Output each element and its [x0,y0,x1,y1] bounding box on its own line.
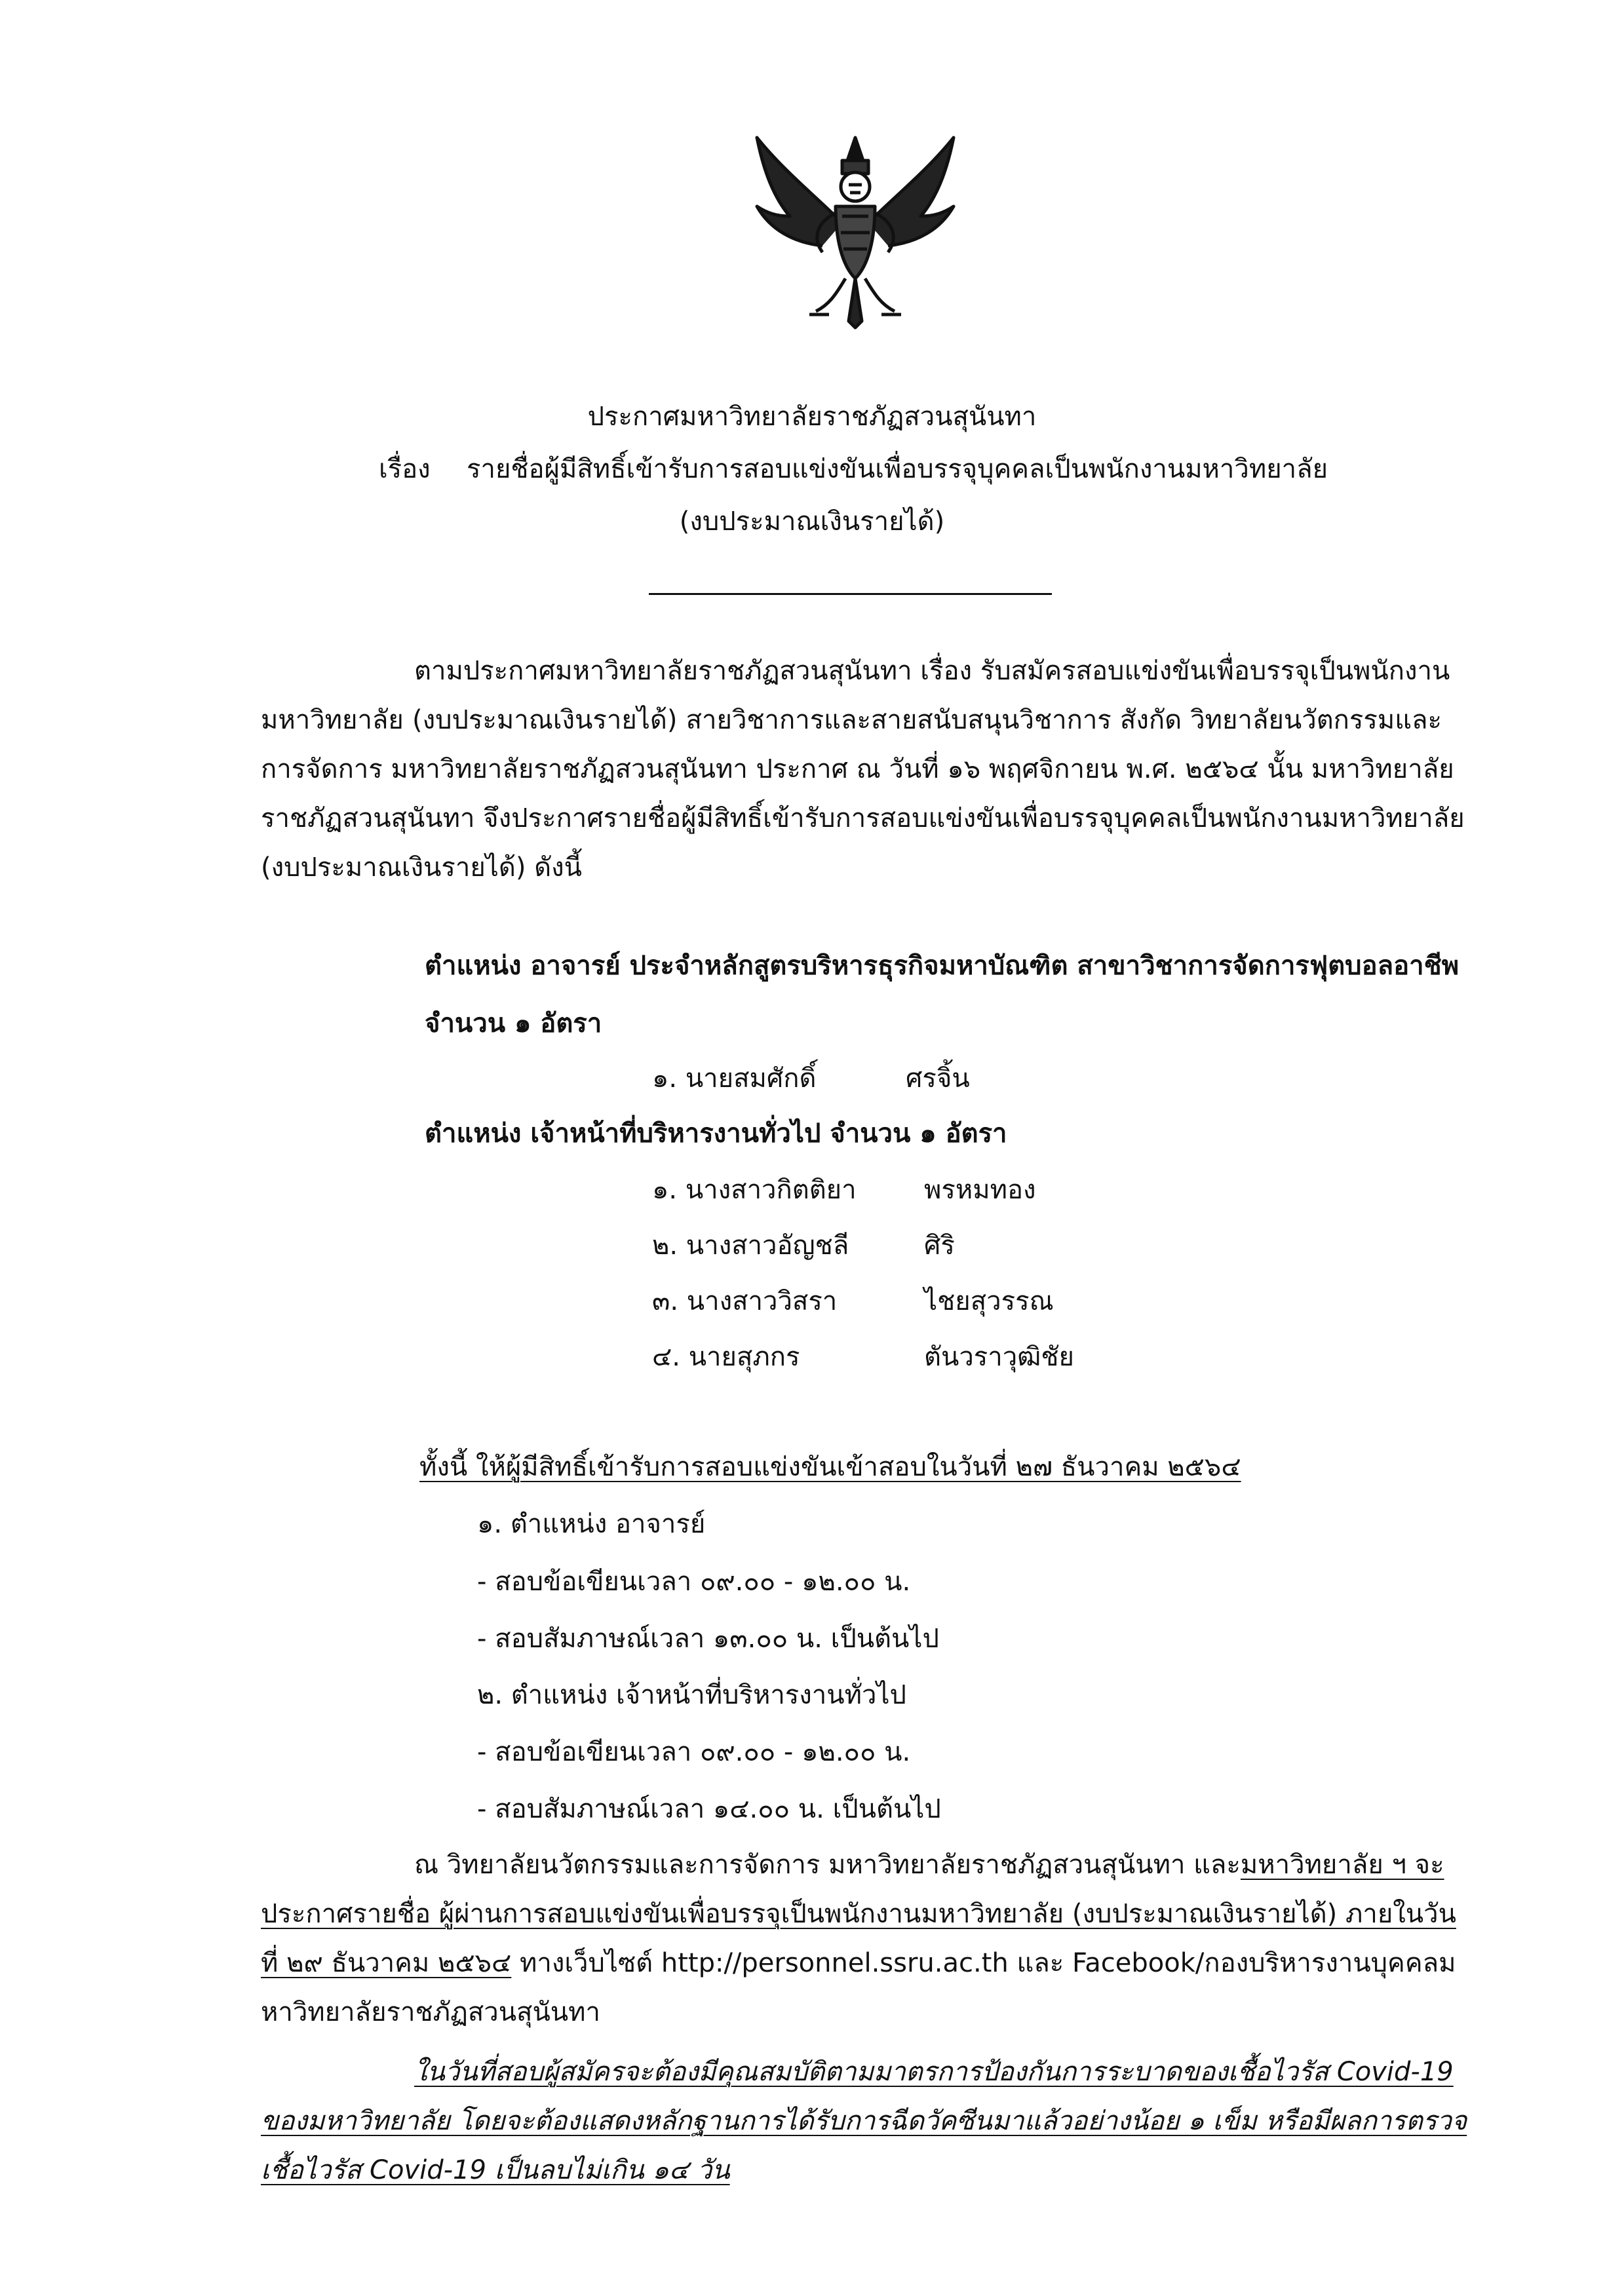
exam-date-line: ทั้งนี้ ให้ผู้มีสิทธิ์เข้ารับการสอบแข่งขันเข้าสอบในวันที่ ๒๗ ธันวาคม ๒๕๖๔ [419,1452,1241,1482]
header-divider [649,593,1052,595]
location-line-1-underlined: มหาวิทยาลัย ฯ จะ [1240,1850,1444,1880]
budget-note: (งบประมาณเงินรายได้) [679,507,945,537]
intro-line-4: ราชภัฏสวนสุนันทา จึงประกาศรายชื่อผู้มีสิทธิ์เข้ารับการสอบแข่งขันเพื่อบรรจุบุคคลเป็นพนักงานมหาวิทยาลัย [261,803,1465,833]
covid-line-1: ในวันที่สอบผู้สมัครจะต้องมีคุณสมบัติตามมาตรการป้องกันการระบาดของเชื้อไวรัส Covid-19 [414,2057,1454,2087]
position2-title: ตำแหน่ง เจ้าหน้าที่บริหารงานทั่วไป จำนวน ๑ อัตรา [425,1119,1007,1149]
intro-line-5: (งบประมาณเงินรายได้) ดังนี้ [261,852,583,883]
location-line-2: ประกาศรายชื่อ ผู้ผ่านการสอบแข่งขันเพื่อบรรจุเป็นพนักงานมหาวิทยาลัย (งบประมาณเงินรายได้) ภายในวัน [261,1899,1456,1929]
covid-line-3: เชื้อไวรัส Covid-19 เป็นลบไม่เกิน ๑๔ วัน [261,2155,730,2185]
announcement-title: ประกาศมหาวิทยาลัยราชภัฏสวนสุนันทา [587,402,1037,432]
schedule-item: - สอบสัมภาษณ์เวลา ๑๔.๐๐ น. เป็นต้นไป [477,1794,941,1824]
location-line-4: หาวิทยาลัยราชภัฏสวนสุนันทา [261,1997,600,2027]
schedule-item: ๒. ตำแหน่ง เจ้าหน้าที่บริหารงานทั่วไป [477,1680,906,1710]
position1-title: ตำแหน่ง อาจารย์ ประจำหลักสูตรบริหารธุรกิจมหาบัณฑิต สาขาวิชาการจัดการฟุตบอลอาชีพ [425,951,1460,981]
candidate-name: ๑. นางสาวกิตติยา [652,1175,857,1205]
location-line-1 [414,1849,1444,1881]
schedule-item: - สอบข้อเขียนเวลา ๐๙.๐๐ - ๑๒.๐๐ น. [477,1567,911,1597]
position1-count: จำนวน ๑ อัตรา [425,1008,602,1039]
intro-line-2: มหาวิทยาลัย (งบประมาณเงินรายได้) สายวิชาการและสายสนับสนุนวิชาการ สังกัด วิทยาลัยนวัตกรรมและ [261,705,1442,735]
subject-label: เรื่อง [379,454,431,484]
announcement-subject: รายชื่อผู้มีสิทธิ์เข้ารับการสอบแข่งขันเพื่อบรรจุบุคคลเป็นพนักงานมหาวิทยาลัย [467,454,1328,484]
location-line-3 [261,1947,1456,1979]
location-line-3-text: ทางเว็บไซต์ http://personnel.ssru.ac.th และ Facebook/กองบริหารงานบุคคลม [511,1948,1456,1978]
candidate-name: ๒. นางสาวอัญชลี [652,1231,849,1261]
candidate-name: ๔. นายสุภกร [652,1342,800,1372]
candidate-name: ๓. นางสาววิสรา [652,1286,838,1316]
schedule-item: - สอบข้อเขียนเวลา ๐๙.๐๐ - ๑๒.๐๐ น. [477,1737,911,1767]
schedule-item: - สอบสัมภาษณ์เวลา ๑๓.๐๐ น. เป็นต้นไป [477,1624,939,1654]
covid-line-2: ของมหาวิทยาลัย โดยจะต้องแสดงหลักฐานการได้รับการฉีดวัคซีนมาแล้วอย่างน้อย ๑ เข็ม หรือมีผลการตรวจ [261,2106,1467,2136]
candidate-surname: ศิริ [924,1231,955,1261]
candidate-name: ๑. นายสมศักดิ์ [652,1063,817,1094]
intro-line-1: ตามประกาศมหาวิทยาลัยราชภัฏสวนสุนันทา เรื่อง รับสมัครสอบแข่งขันเพื่อบรรจุเป็นพนักงาน [414,656,1450,686]
intro-line-3: การจัดการ มหาวิทยาลัยราชภัฏสวนสุนันทา ประกาศ ณ วันที่ ๑๖ พฤศจิกายน พ.ศ. ๒๕๖๔ นั้น มหาวิทยาลัย [261,754,1454,784]
garuda-emblem-icon [737,124,973,334]
candidate-surname: ไชยสุวรรณ [924,1286,1054,1316]
candidate-surname: พรหมทอง [924,1175,1036,1205]
schedule-item: ๑. ตำแหน่ง อาจารย์ [477,1509,706,1539]
candidate-surname: ตันวราวุฒิชัย [924,1342,1074,1372]
location-line-1-text: ณ วิทยาลัยนวัตกรรมและการจัดการ มหาวิทยาลัยราชภัฏสวนสุนันทา และ [414,1850,1241,1880]
result-date: ที่ ๒๙ ธันวาคม ๒๕๖๔ [261,1948,512,1978]
candidate-surname: ศรจิ้น [906,1063,970,1094]
